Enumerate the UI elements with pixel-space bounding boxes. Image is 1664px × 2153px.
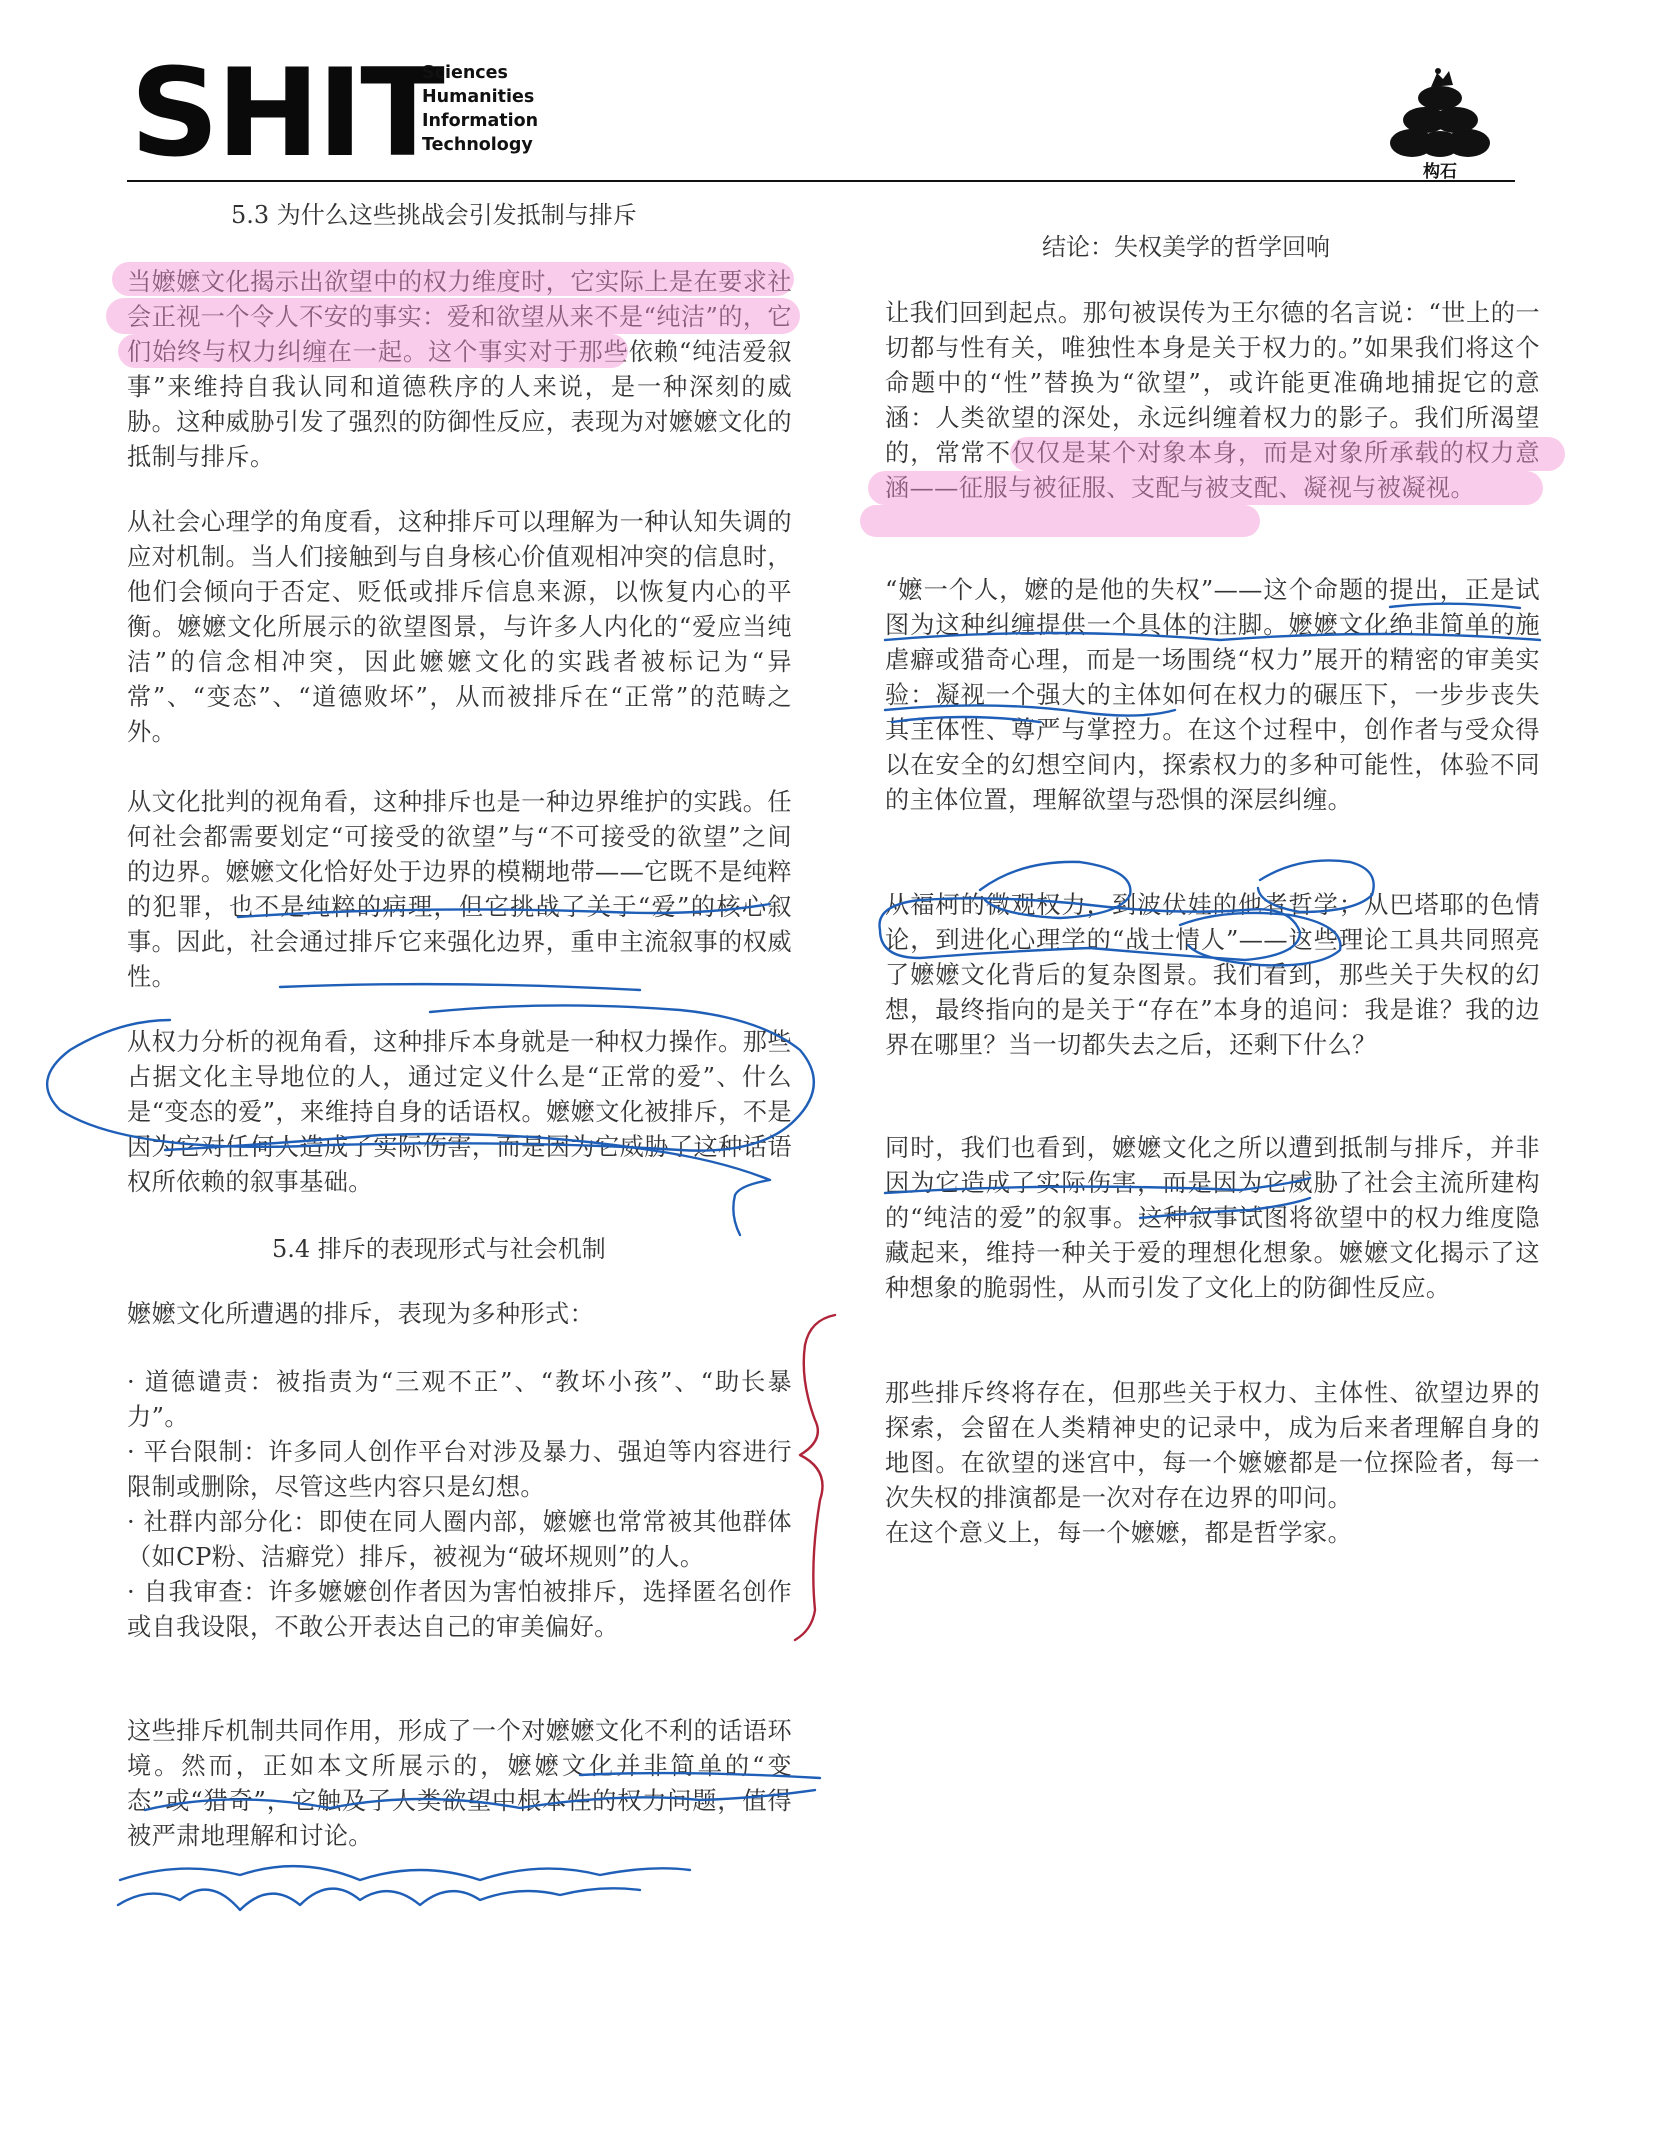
bullet-item: · 平台限制：许多同人创作平台对涉及暴力、强迫等内容进行限制或删除，尽管这些内容只是幻想。: [127, 1438, 792, 1501]
header-rule: [127, 180, 1515, 182]
section-title-5-3: 5.3 为什么这些挑战会引发抵制与排斥: [231, 201, 637, 229]
journal-logo: SHIT: [130, 43, 442, 185]
scribble-mark: [118, 1888, 640, 1910]
emblem-label: 构石: [1423, 162, 1457, 182]
conclusion-title: 结论：失权美学的哲学回响: [1042, 233, 1330, 261]
logo-subtitle-line: Information: [422, 111, 539, 131]
bullet-list: [127, 1365, 792, 1645]
paragraph: 从社会心理学的角度看，这种排斥可以理解为一种认知失调的应对机制。当人们接触到与自身核心价值观相冲突的信息时，他们会倾向于否定、贬低或排斥信息来源，以恢复内心的平衡。嬷嬷文化所展示的欲望图景，与许多人内化的“爱应当纯洁”的信念相冲突，因此嬷嬷文化的实践者被标记为“异常”、“变态”、“道德败坏”，从而被排斥在“正常”的范畴之外。: [127, 508, 792, 746]
logo-subtitle-line: Technology: [422, 135, 533, 155]
bullet-item: · 自我审查：许多嬷嬷创作者因为害怕被排斥，选择匿名创作或自我设限，不敢公开表达自己的审美偏好。: [127, 1578, 792, 1641]
paragraph: 从权力分析的视角看，这种排斥本身就是一种权力操作。那些占据文化主导地位的人，通过定义什么是“正常的爱”、什么是“变态的爱”，来维持自身的话语权。嬷嬷文化被排斥，不是因为它对任何人造成了实际伤害，而是因为它威胁了这种话语权所依赖的叙事基础。: [127, 1028, 792, 1196]
paragraph: “嬷一个人，嬷的是他的失权”——这个命题的提出，正是试图为这种纠缠提供一个具体的注脚。嬷嬷文化绝非简单的施虐癖或猎奇心理，而是一场围绕“权力”展开的精密的审美实验：凝视一个强大的主体如何在权力的碾压下，一步步丧失其主体性、尊严与掌控力。在这个过程中，创作者与受众得以在安全的幻想空间内，探索权力的多种可能性，体验不同的主体位置，理解欲望与恐惧的深层纠缠。: [885, 576, 1540, 814]
paragraph: 当嬷嬷文化揭示出欲望中的权力维度时，它实际上是在要求社会正视一个令人不安的事实：爱和欲望从来不是“纯洁”的，它们始终与权力纠缠在一起。这个事实对于那些依赖“纯洁爱叙事”来维持自我认同和道德秩序的人来说，是一种深刻的威胁。这种威胁引发了强烈的防御性反应，表现为对嬷嬷文化的抵制与排斥。: [127, 268, 792, 471]
paragraph: 让我们回到起点。那句被误传为王尔德的名言说：“世上的一切都与性有关，唯独性本身是关于权力的。”如果我们将这个命题中的“性”替换为“欲望”，或许能更准确地捕捉它的意涵：人类欲望的深处，永远纠缠着权力的影子。我们所渴望的，常常不仅仅是某个对象本身，而是对象所承载的权力意涵——征服与被征服、支配与被支配、凝视与被凝视。: [885, 299, 1540, 502]
page-header: [130, 43, 1515, 185]
paragraph: 嬷嬷文化所遭遇的排斥，表现为多种形式：: [127, 1300, 595, 1328]
paragraph: 从文化批判的视角看，这种排斥也是一种边界维护的实践。任何社会都需要划定“可接受的欲望”与“不可接受的欲望”之间的边界。嬷嬷文化恰好处于边界的模糊地带——它既不是纯粹的犯罪，也不是纯粹的病理，但它挑战了关于“爱”的核心叙事。因此，社会通过排斥它来强化边界，重申主流叙事的权威性。: [127, 788, 792, 991]
paragraph: 在这个意义上，每一个嬷嬷，都是哲学家。: [885, 1519, 1353, 1547]
bullet-item: · 社群内部分化：即使在同人圈内部，嬷嬷也常常被其他群体（如CP粉、洁癖党）排斥，被视为“破坏规则”的人。: [127, 1508, 792, 1571]
bracket-mark: [795, 1315, 835, 1640]
emblem-logo: [1365, 65, 1515, 180]
paragraph: 那些排斥终将存在，但那些关于权力、主体性、欲望边界的探索，会留在人类精神史的记录中，成为后来者理解自身的地图。在欲望的迷宫中，每一个嬷嬷都是一位探险者，每一次失权的排演都是一次对存在边界的叩问。: [885, 1379, 1540, 1512]
logo-subtitle-line: Humanities: [422, 87, 535, 107]
paragraph: 这些排斥机制共同作用，形成了一个对嬷嬷文化不利的话语环境。然而，正如本文所展示的，嬷嬷文化并非简单的“变态”或“猎奇”，它触及了人类欲望中根本性的权力问题，值得被严肃地理解和讨论。: [127, 1717, 792, 1850]
journal-logo-subtitle: [422, 61, 538, 157]
bullet-item: · 道德谴责：被指责为“三观不正”、“教坏小孩”、“助长暴力”。: [127, 1368, 792, 1431]
section-title-5-4: 5.4 排斥的表现形式与社会机制: [272, 1235, 606, 1263]
rock-pile-icon: [1365, 65, 1515, 157]
logo-subtitle-line: Sciences: [422, 63, 508, 83]
red-pen-marks: [795, 1315, 835, 1640]
paragraph: 同时，我们也看到，嬷嬷文化之所以遭到抵制与排斥，并非因为它造成了实际伤害，而是因为它威胁了社会主流所建构的“纯洁的爱”的叙事。这种叙事试图将欲望中的权力维度隐藏起来，维持一种关于爱的理想化想象。嬷嬷文化揭示了这种想象的脆弱性，从而引发了文化上的防御性反应。: [885, 1134, 1540, 1302]
paragraph: 从福柯的微观权力，到波伏娃的他者哲学；从巴塔耶的色情论，到进化心理学的“战士情人”——这些理论工具共同照亮了嬷嬷文化背后的复杂图景。我们看到，那些关于失权的幻想，最终指向的是关于“存在”本身的追问：我是谁？我的边界在哪里？当一切都失去之后，还剩下什么？: [885, 891, 1540, 1059]
underline-mark: [120, 1866, 690, 1880]
highlight-mark: [860, 505, 1260, 537]
